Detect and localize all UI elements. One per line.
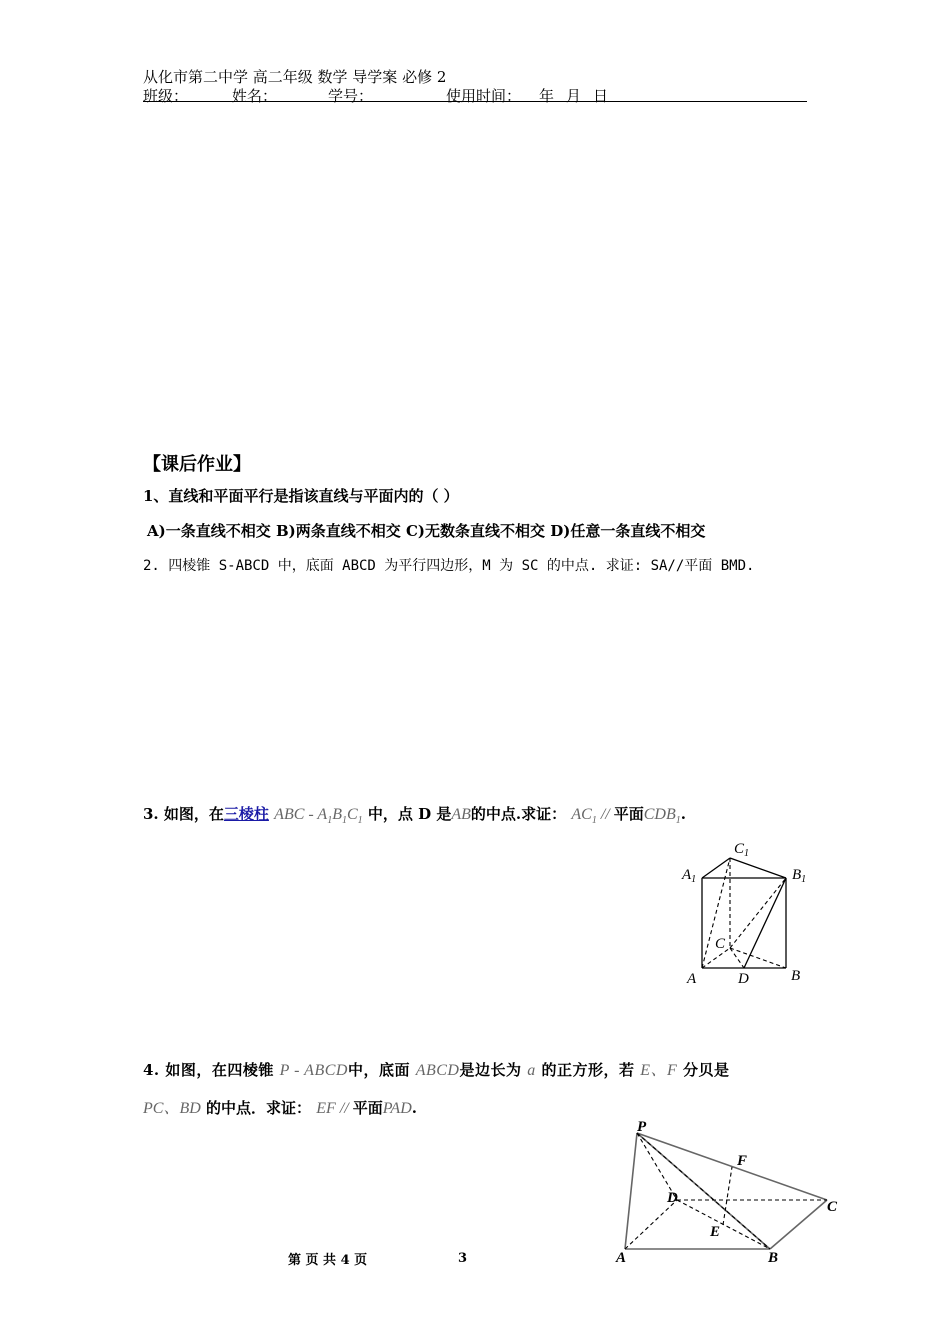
q3-math-cdb1: $CDB_1$	[643, 806, 681, 827]
q4-math-ef: E、F	[640, 1062, 678, 1079]
q4-text-1: 如图，在四棱锥	[165, 1061, 274, 1079]
footer-page-text: 第 页 共 4 页	[288, 1253, 368, 1268]
header-title: 从化市第二中学 高二年级 数学 导学案 必修 2	[143, 68, 447, 86]
q3-text-4: 平面	[613, 805, 644, 823]
q3-math-ac1: $AC_1$ //	[571, 806, 614, 827]
q3-number: 3.	[143, 805, 159, 823]
time-label: 使用时间：	[446, 87, 522, 105]
name-label: 姓名：	[232, 87, 278, 105]
pyramid-figure	[605, 1115, 850, 1270]
q2-text: 2. 四棱锥 S-ABCD 中，底面 ABCD 为平行四边形，M 为 SC 的中点. 求证: SA//平面 BMD.	[143, 558, 755, 574]
edge-ef	[723, 1167, 732, 1225]
q4-math-a: a	[527, 1062, 536, 1079]
edge-db1	[744, 878, 786, 968]
label-a1: $A_1$	[682, 867, 697, 885]
q4-statement-line1	[143, 1057, 730, 1080]
q4-statement-line2	[143, 1095, 417, 1118]
class-label: 班级：	[143, 87, 189, 105]
month-label: 月	[566, 87, 582, 105]
edge-pc	[637, 1133, 827, 1200]
q4-math-ef-par: EF //	[316, 1100, 353, 1117]
label-p: P	[637, 1119, 647, 1135]
prism-figure	[670, 835, 820, 995]
label-c: C	[715, 936, 726, 952]
edge-pa	[625, 1133, 637, 1249]
q4-text-8: .	[411, 1099, 417, 1117]
label-c: C	[827, 1199, 838, 1215]
q3-text-5: .	[680, 805, 686, 823]
label-e: E	[710, 1224, 721, 1240]
q3-math-ab: AB	[451, 806, 471, 823]
q4-math-pad: PAD	[382, 1100, 412, 1117]
label-d: D	[667, 1190, 678, 1206]
edge-ad	[625, 1200, 677, 1249]
edge-c1b1	[730, 858, 786, 878]
student-id-label: 学号：	[328, 87, 374, 105]
q4-text-5: 分贝是	[683, 1061, 730, 1079]
label-f: F	[737, 1153, 748, 1169]
label-b1: $B_1$	[792, 867, 807, 885]
label-b: B	[768, 1250, 779, 1266]
q4-text-6: 的中点．求证：	[206, 1099, 312, 1117]
label-a: A	[616, 1250, 627, 1266]
q3-math-prism: ABC - $A_1B_1C_1$	[274, 806, 363, 827]
footer-page-number: 3	[458, 1251, 468, 1266]
q3-text-2: 中，点 D 是	[367, 805, 452, 823]
header-rule	[143, 101, 807, 102]
section-title: 【课后作业】	[143, 454, 251, 475]
label-d: D	[738, 971, 749, 987]
q1-options: A)一条直线不相交 B)两条直线不相交 C)无数条直线不相交 D)任意一条直线不相交	[147, 522, 706, 540]
q4-text-3: 是边长为	[459, 1061, 522, 1079]
edge-bc	[770, 1200, 827, 1249]
q4-text-4: 的正方形，若	[541, 1061, 635, 1079]
label-a: A	[687, 971, 697, 987]
q4-math-pc-bd: PC、BD	[143, 1100, 201, 1117]
q3-text-3: 的中点.求证：	[470, 805, 567, 823]
q4-number: 4.	[143, 1061, 160, 1079]
label-c1: $C_1$	[734, 841, 750, 859]
q4-math-base: ABCD	[415, 1062, 460, 1079]
q1-stem: 1、直线和平面平行是指该直线与平面内的（ ）	[143, 487, 459, 505]
edge-a1c1	[702, 858, 730, 878]
q4-text-2: 中，底面	[347, 1061, 410, 1079]
day-label: 日	[593, 87, 609, 105]
q3-text-1: 如图，在	[163, 805, 224, 823]
edge-cb	[730, 948, 786, 968]
prism-link[interactable]: 三棱柱	[223, 805, 269, 823]
q4-text-7: 平面	[352, 1099, 383, 1117]
q4-math-pyramid: P - ABCD	[279, 1062, 348, 1079]
year-label: 年	[539, 87, 555, 105]
q3-statement	[143, 803, 686, 826]
label-b: B	[791, 968, 801, 984]
